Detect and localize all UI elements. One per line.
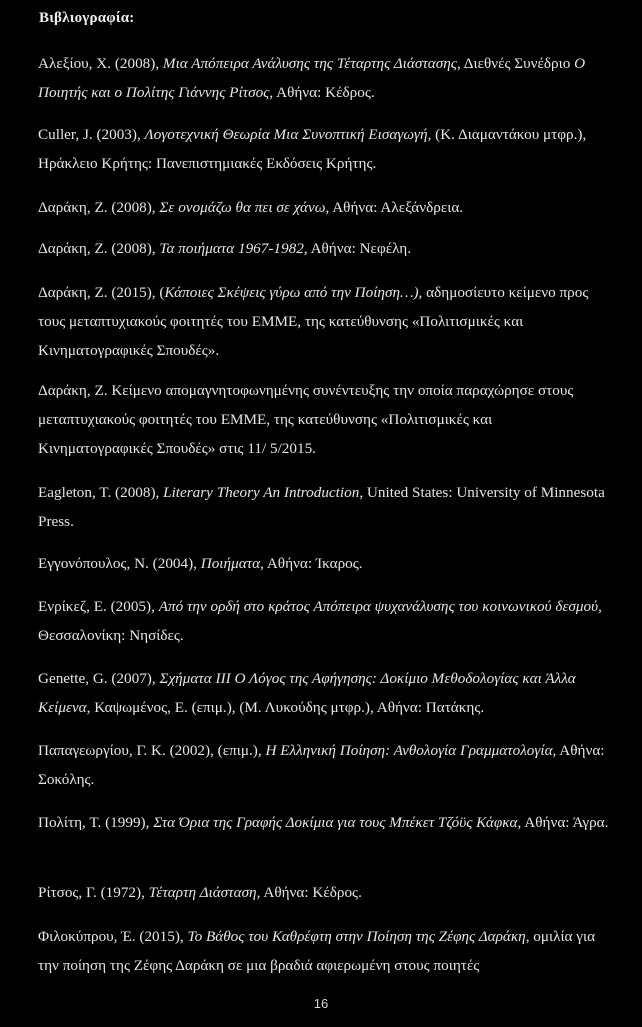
bibliography-entry-culler: Culler, J. (2003), Λογοτεχνική Θεωρία Μια Συνοπτική Εισαγωγή, (Κ. Διαμαντάκου μτφρ.), Ηράκλειο Κρήτης: Πανεπιστημιακές Εκδόσεις Κρήτης. — [38, 126, 587, 172]
bibliography-entry-alexiou: Αλεξίου, Χ. (2008), Μια Απόπειρα Ανάλυσης της Τέταρτης Διάστασης, Διεθνές Συνέδριο Ο Ποιητής και ο Πολίτης Γιάννης Ρίτσος, Αθήνα: Κέδρος. — [38, 55, 586, 101]
bibliography-entry-genette: Genette, G. (2007), Σχήματα ΙΙΙ Ο Λόγος της Αφήγησης: Δοκίμιο Μεθοδολογίας και Άλλα Κείμενα, Καψωμένος, Ε. (επιμ.), (Μ. Λυκούδης μτφρ.), Αθήνα: Πατάκης. — [38, 670, 576, 716]
bibliography-entry-daraki-interview: Δαράκη, Ζ. Κείμενο απομαγνητοφωνημένης συνέντευξης την οποία παραχώρησε στους μεταπτυχιακούς φοιτητές του ΕΜΜΕ, της κατεύθυνσης «Πολιτισμικές και Κινηματογραφικές Σπουδές» στις 11/ 5/2015. — [38, 382, 574, 457]
bibliography-entry-daraki-2008b: Δαράκη, Ζ. (2008), Τα ποιήματα 1967-1982, Αθήνα: Νεφέλη. — [38, 240, 412, 257]
bibliography-entry-papageorgiou: Παπαγεωργίου, Γ. Κ. (2002), (επιμ.), Η Ελληνική Ποίηση: Ανθολογία Γραμματολογία, Αθήνα: Σοκόλης. — [38, 742, 605, 788]
bibliography-heading: Βιβλιογραφία: — [39, 10, 135, 26]
bibliography-entry-daraki-2015: Δαράκη, Ζ. (2015), (Κάποιες Σκέψεις γύρω από την Ποίηση…), αδημοσίευτο κείμενο προς τους μεταπτυχιακούς φοιτητές του ΕΜΜΕ, της κατεύθυνσης «Πολιτισμικές και Κινηματογραφικές Σπουδές». — [38, 284, 589, 359]
bibliography-entry-eagleton: Eagleton, T. (2008), Literary Theory An Introduction, United States: University of Minnesota Press. — [38, 484, 605, 530]
bibliography-entry-engonopoulos: Εγγονόπουλος, Ν. (2004), Ποιήματα, Αθήνα: Ίκαρος. — [38, 555, 363, 572]
bibliography-entry-daraki-2008a: Δαράκη, Ζ. (2008), Σε ονομάζω θα πει σε χάνω, Αθήνα: Αλεξάνδρεια. — [38, 199, 464, 216]
bibliography-entry-politi: Πολίτη, Τ. (1999), Στα Όρια της Γραφής Δοκίμια για τους Μπέκετ Τζόϋς Κάφκα, Αθήνα: Άγρα. — [38, 814, 609, 831]
bibliography-entry-ritsos: Ρίτσος, Γ. (1972), Τέταρτη Διάσταση, Αθήνα: Κέδρος. — [38, 884, 362, 901]
page-number: 16 — [313, 996, 329, 1011]
bibliography-entry-filokyprou: Φιλοκύπρου, Έ. (2015), Το Βάθος του Καθρέφτη στην Ποίηση της Ζέφης Δαράκη, ομιλία για την ποίηση της Ζέφης Δαράκη σε μια βραδιά αφιερωμένη στους ποιητές — [38, 928, 596, 974]
bibliography-entry-enriquez: Ενρίκεζ, Ε. (2005), Από την ορδή στο κράτος Απόπειρα ψυχανάλυσης του κοινωνικού δεσμού, Θεσσαλονίκη: Νησίδες. — [38, 598, 602, 644]
